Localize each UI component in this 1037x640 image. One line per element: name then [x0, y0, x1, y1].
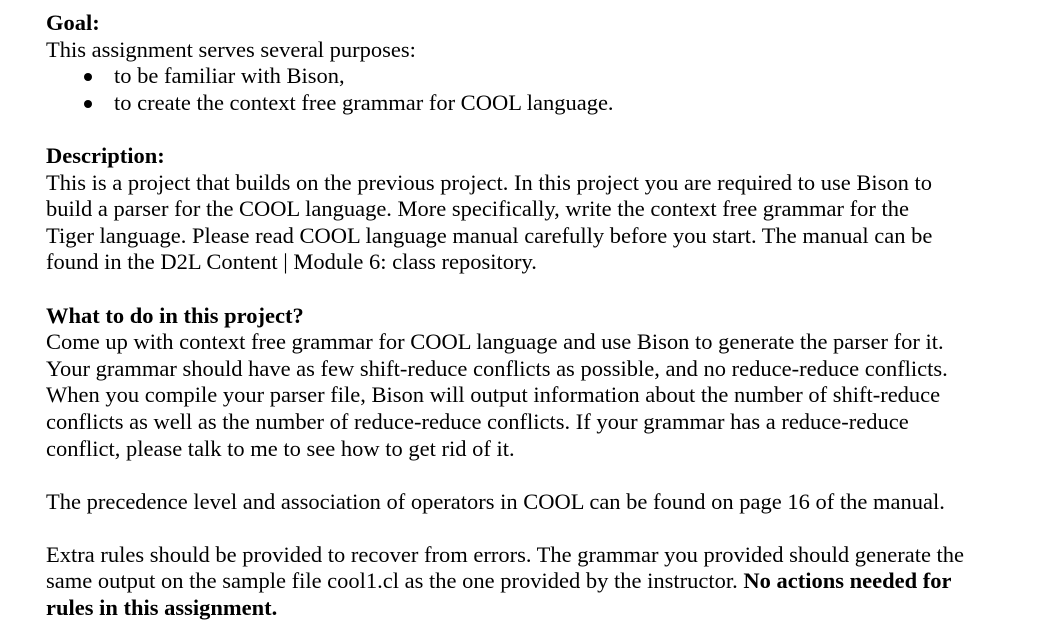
- goal-bullet-list: [46, 63, 1021, 116]
- what-to-do-line: conflict, please talk to me to see how to get rid of it.: [46, 435, 515, 461]
- what-to-do-line: conflicts as well as the number of reduce-reduce conflicts. If your grammar has a reduce-reduce: [46, 408, 909, 434]
- what-to-do-line: Come up with context free grammar for COOL language and use Bison to generate the parser for it.: [46, 329, 944, 355]
- goal-bullet-item: [46, 90, 1021, 117]
- what-to-do-section: [46, 303, 1021, 622]
- extra-rules-line: Extra rules should be provided to recover from errors. The grammar you provided should generate the: [46, 541, 965, 567]
- paragraph-spacer: [46, 276, 1021, 303]
- description-line: This is a project that builds on the previous project. In this project you are required to use Bison to: [46, 169, 933, 195]
- no-actions-note: No actions needed for: [743, 568, 952, 594]
- goal-section: [46, 10, 1021, 116]
- description-line: Tiger language. Please read COOL language manual carefully before you start. The manual can be: [46, 222, 933, 248]
- goal-bullet-text: to create the context free grammar for COOL language.: [114, 89, 614, 115]
- extra-rules-line: [46, 568, 1021, 595]
- extra-rules-text: same output on the sample file cool1.cl as the one provided by the instructor.: [46, 568, 744, 594]
- description-section: [46, 143, 1021, 276]
- what-to-do-line: When you compile your parser file, Bison will output information about the number of shift-reduce: [46, 382, 941, 408]
- description-line: found in the D2L Content | Module 6: class repository.: [46, 249, 537, 275]
- what-to-do-heading: What to do in this project?: [46, 302, 304, 328]
- paragraph-spacer: [46, 462, 1021, 489]
- description-line: build a parser for the COOL language. More specifically, write the context free grammar for the: [46, 196, 909, 222]
- bullet-icon: [84, 100, 92, 108]
- goal-heading: Goal:: [46, 10, 100, 35]
- bullet-icon: [84, 73, 92, 81]
- paragraph-spacer: [46, 515, 1021, 542]
- goal-intro: This assignment serves several purposes:: [46, 36, 416, 62]
- precedence-paragraph: The precedence level and association of operators in COOL can be found on page 16 of the manual.: [46, 488, 945, 514]
- paragraph-spacer: [46, 116, 1021, 143]
- what-to-do-line: Your grammar should have as few shift-reduce conflicts as possible, and no reduce-reduce conflicts.: [46, 355, 948, 381]
- no-actions-note-continued: rules in this assignment.: [46, 595, 278, 621]
- goal-bullet-item: [46, 63, 1021, 90]
- goal-bullet-text: to be familiar with Bison,: [114, 63, 345, 89]
- document-page: [46, 10, 1021, 622]
- description-heading: Description:: [46, 142, 165, 168]
